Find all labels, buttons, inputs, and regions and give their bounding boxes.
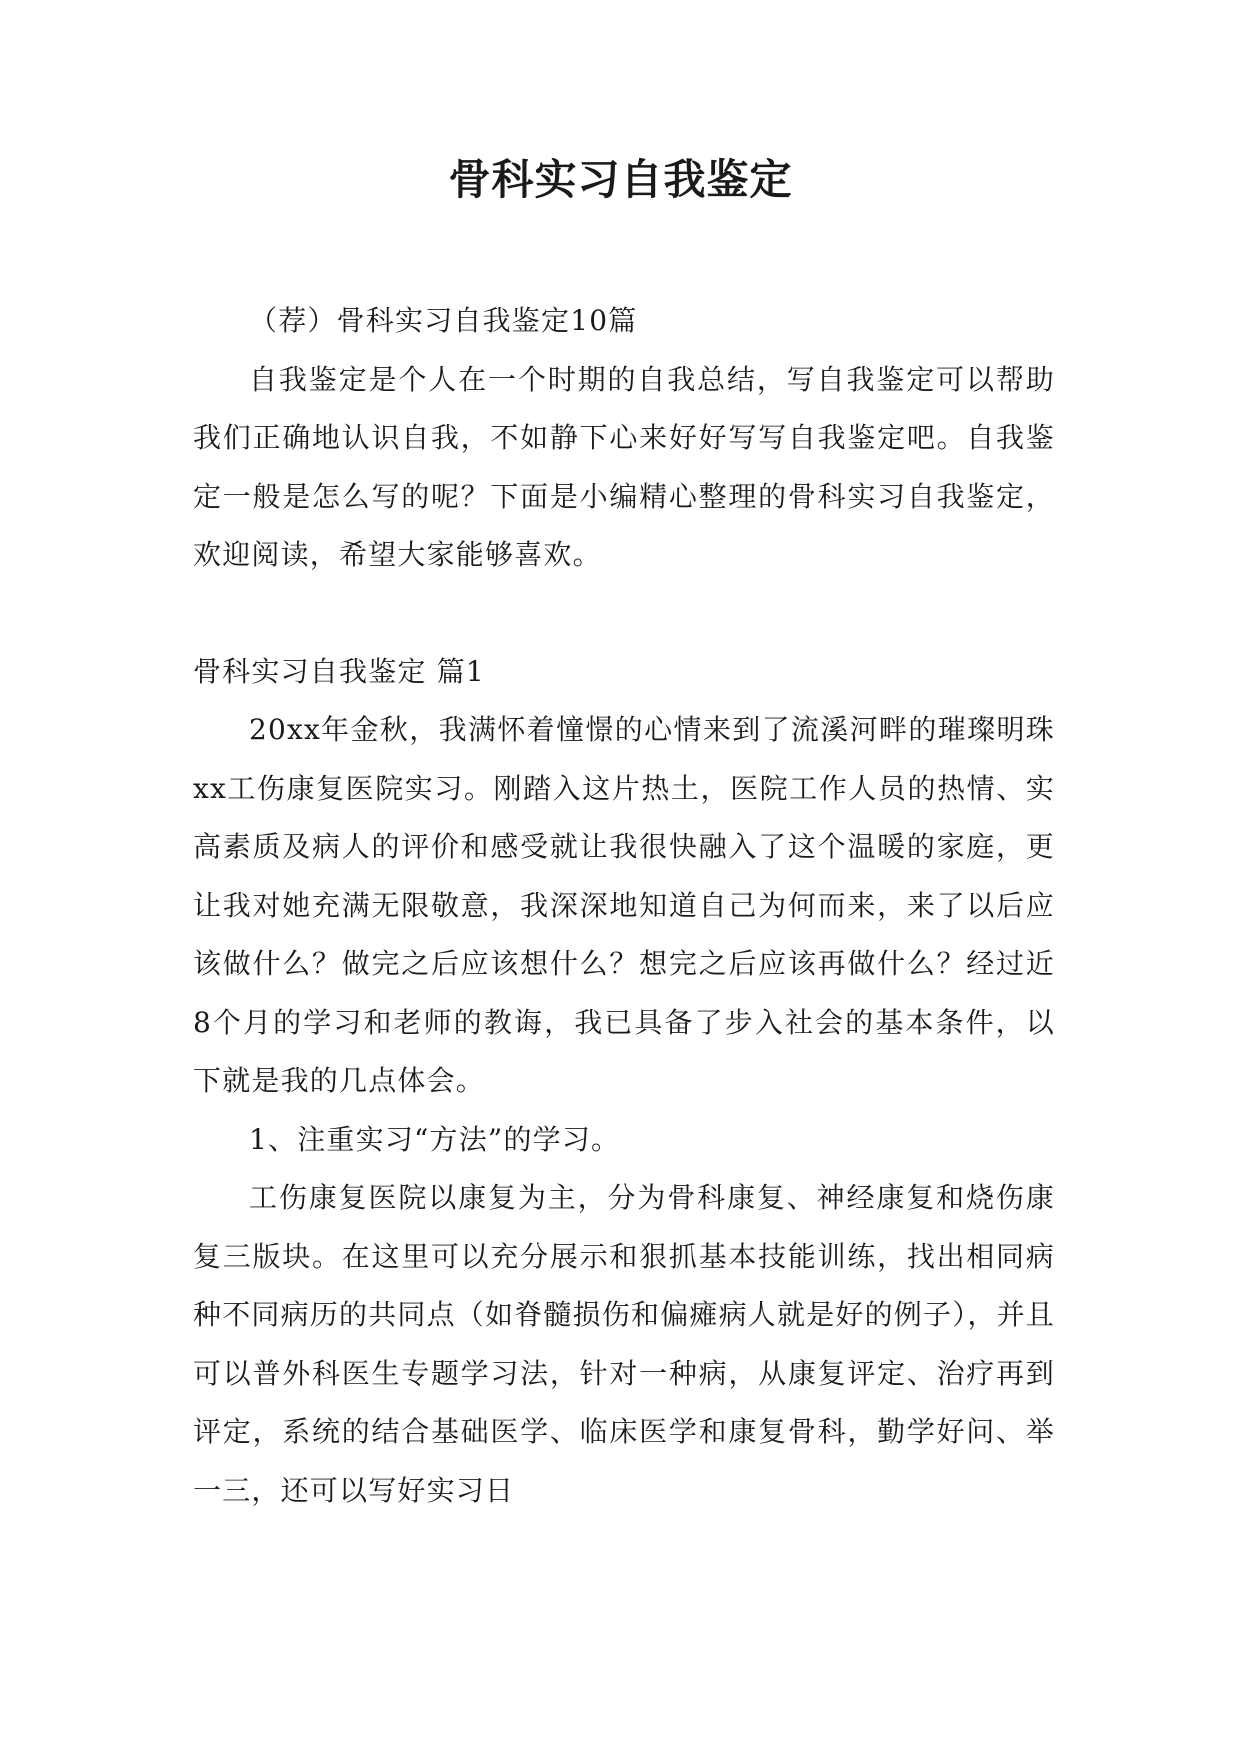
document-title: 骨科实习自我鉴定 xyxy=(448,155,793,204)
document-body xyxy=(193,292,1055,1520)
document-subtitle: （荐）骨科实习自我鉴定10篇 xyxy=(249,304,638,337)
body-paragraph-1: 20xx年金秋，我满怀着憧憬的心情来到了流溪河畔的璀璨明珠xx工伤康复医院实习。刚踏入这片热土，医院工作人员的热情、实高素质及病人的评价和感受就让我很快融入了这个温暖的家庭，更让我对她充满无限敬意，我深深地知道自己为何而来，来了以后应该做什么？做完之后应该想什么？想完之后应该再做什么？经过近8个月的学习和老师的教诲，我已具备了步入社会的基本条件，以下就是我的几点体会。 xyxy=(193,713,1055,1097)
section-heading: 骨科实习自我鉴定 篇1 xyxy=(193,654,485,688)
body-paragraph-2: 工伤康复医院以康复为主，分为骨科康复、神经康复和烧伤康复三版块。在这里可以充分展示和狠抓基本技能训练，找出相同病种不同病历的共同点（如脊髓损伤和偏瘫病人就是好的例子），并且可以普外科医生专题学习法，针对一种病，从康复评定、治疗再到评定，系统的结合基础医学、临床医学和康复骨科，勤学好问、举一三，还可以写好实习日 xyxy=(193,1181,1056,1507)
intro-paragraph: 自我鉴定是个人在一个时期的自我总结，写自我鉴定可以帮助我们正确地认识自我，不如静下心来好好写写自我鉴定吧。自我鉴定一般是怎么写的呢？下面是小编精心整理的骨科实习自我鉴定，欢迎阅读，希望大家能够喜欢。 xyxy=(193,362,1055,571)
point-1-heading: 1、注重实习“方法”的学习。 xyxy=(249,1122,621,1156)
